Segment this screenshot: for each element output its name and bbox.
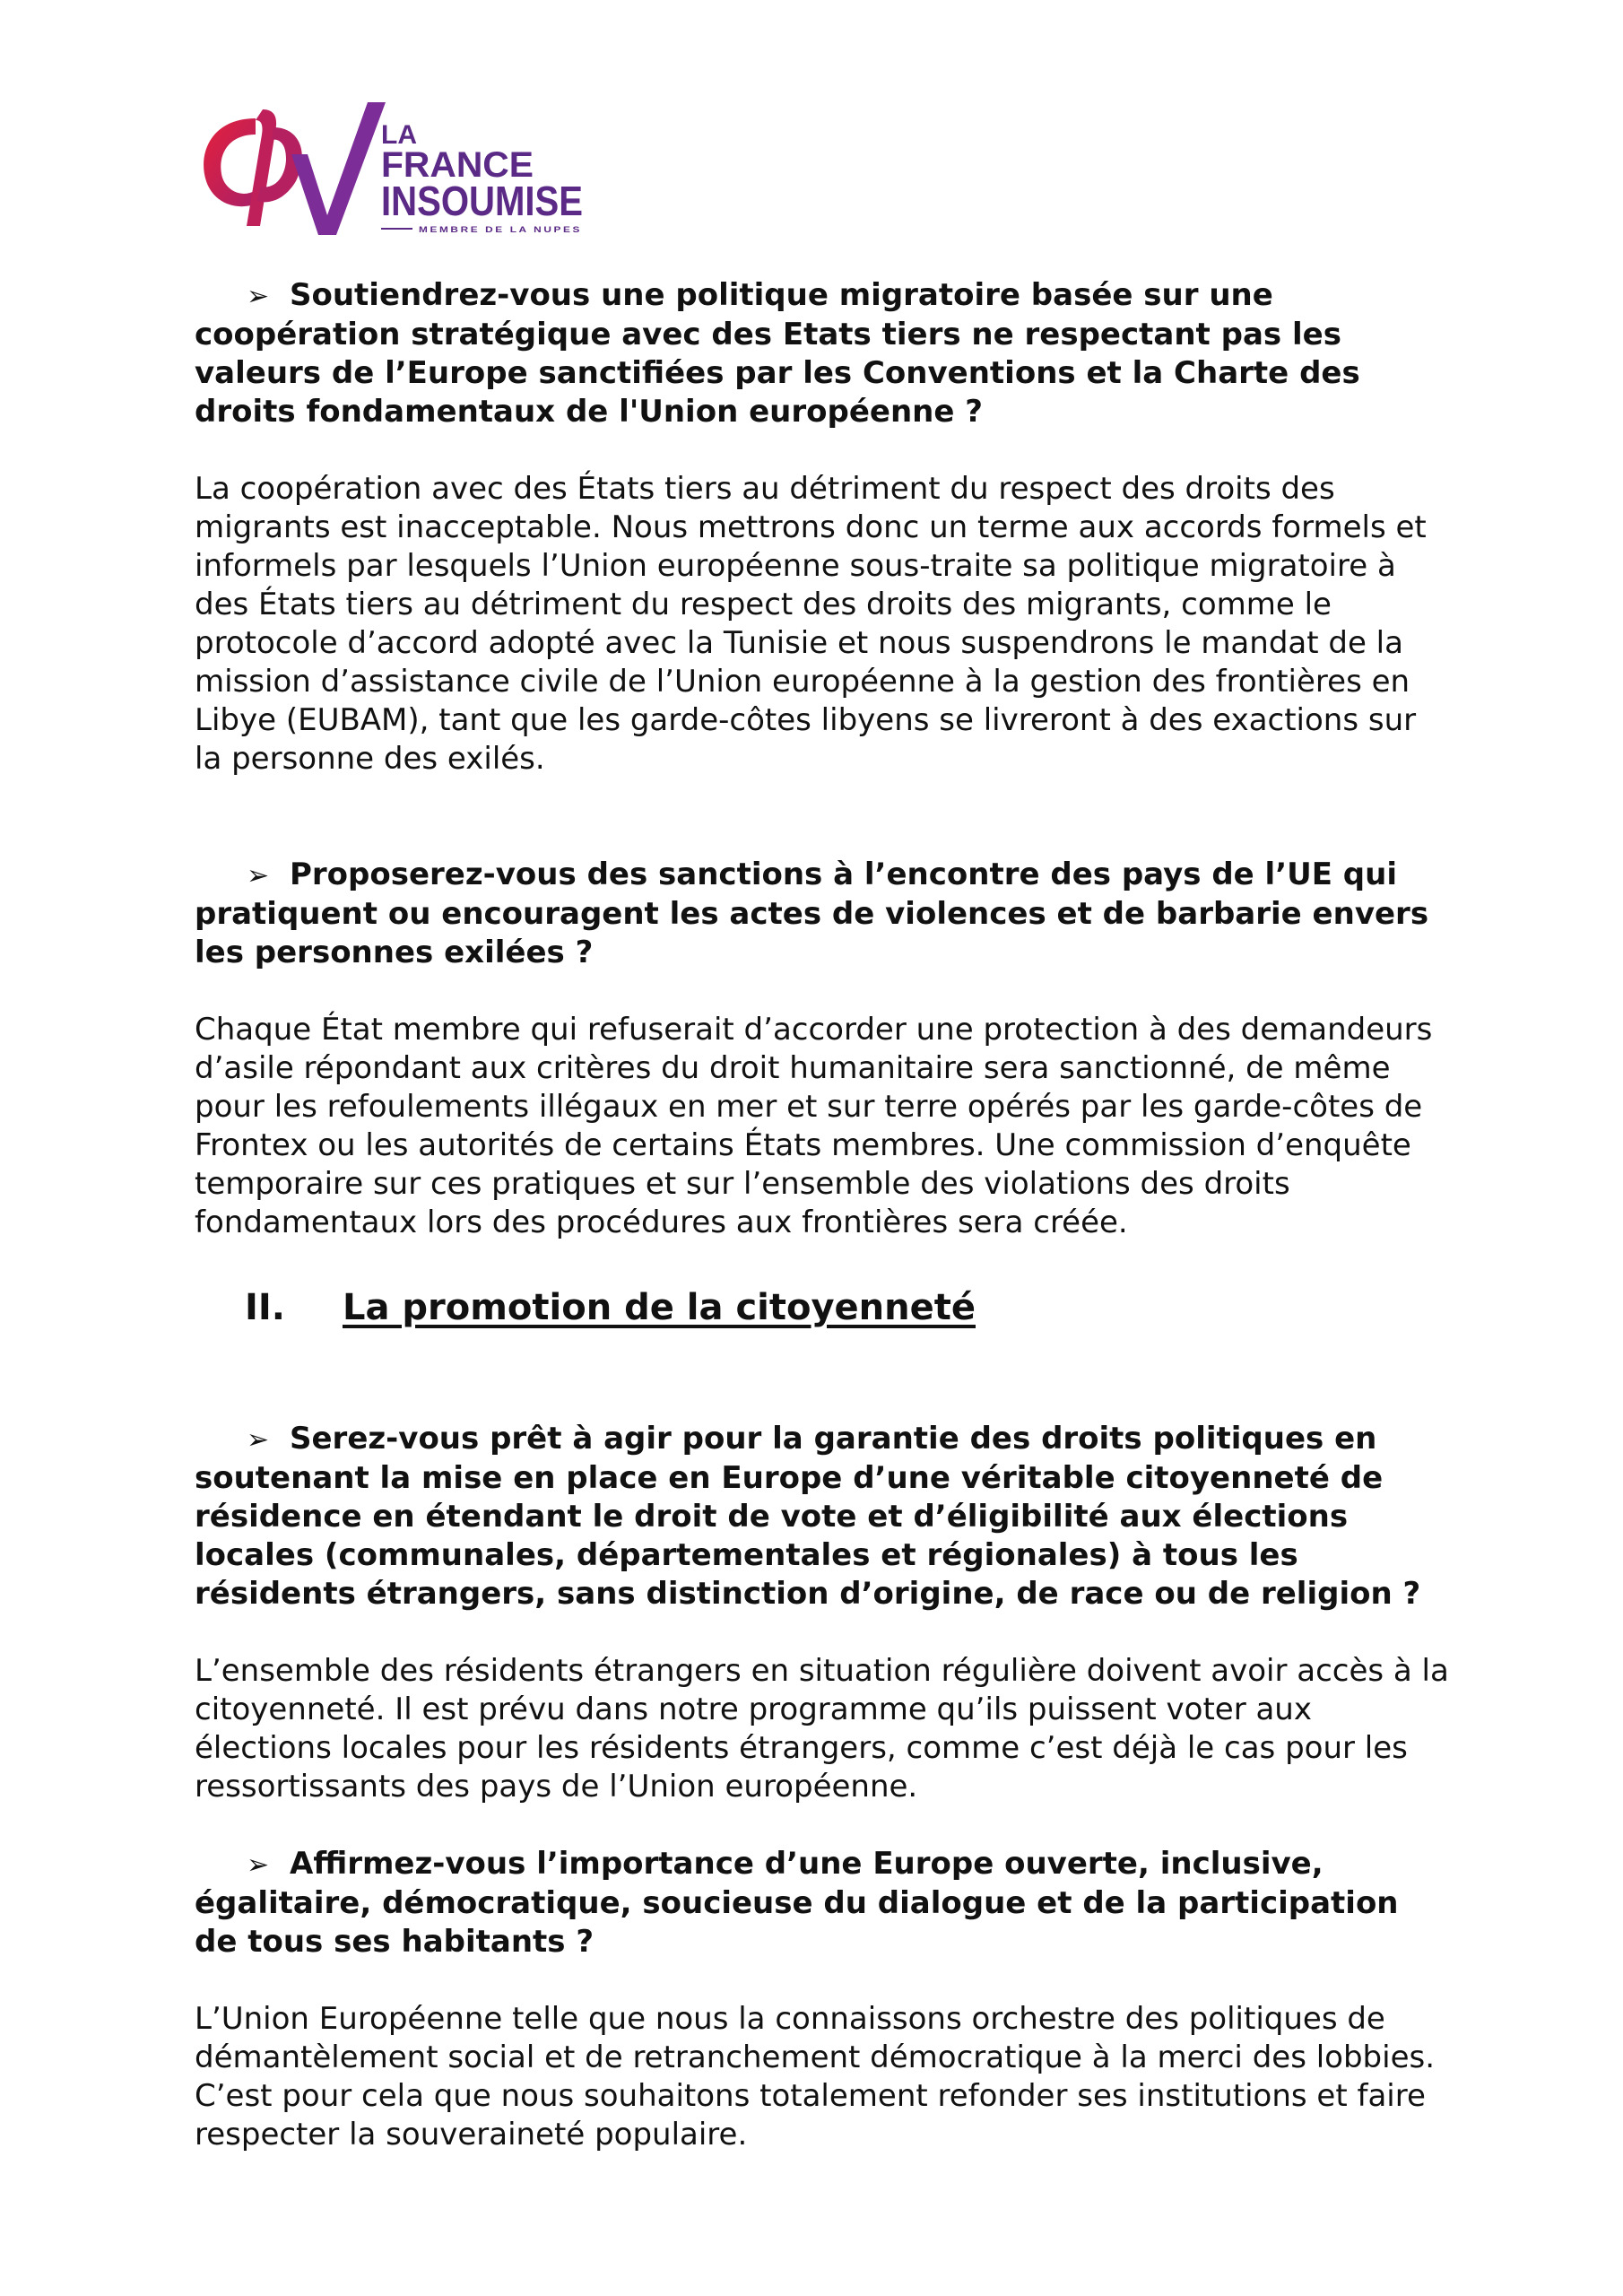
answer-2: Chaque État membre qui refuserait d’accorder une protection à des demandeurs d’asile répondant aux critères du droit humanitaire sera sanctionné, de même pour les refoulements illégaux en mer et sur terre opérés par les garde-côtes de Frontex ou les autorités de certains États membres. Une commission d’enquête temporaire sur ces pratiques et sur l’ensemble des violations des droits fondamentaux lors des procédures aux frontières sera créée. — [195, 1012, 1433, 1240]
answer-1: La coopération avec des États tiers au détriment du respect des droits des migrants est inacceptable. Nous mettrons donc un terme aux accords formels et informels par lesquels l’Union européenne sous-traite sa politique migratoire à des États tiers au détriment du respect des droits des migrants, comme le protocole d’accord adopté avec la Tunisie et nous suspendrons le mandat de la mission d’assistance civile de l’Union européenne à la gestion des frontières en Libye (EUBAM), tant que les garde-côtes libyens se livreront à des exactions sur la personne des exilés. — [195, 471, 1427, 777]
section-title: La promotion de la citoyenneté — [343, 1287, 976, 1328]
arrow-bullet-icon: ➢ — [247, 860, 270, 891]
checkmark-icon — [291, 102, 386, 235]
logo-line-1: LA — [381, 120, 417, 150]
question-3 — [195, 1420, 1450, 1613]
la-france-insoumise-logo — [193, 100, 587, 235]
question-2-text: Proposerez-vous des sanctions à l’encontre des pays de l’UE qui pratiquent ou encouragent les actes de violences et de barbarie envers les personnes exilées ? — [195, 857, 1429, 970]
logo-line-2: FRANCE — [381, 145, 534, 185]
logo-subtitle: MEMBRE DE LA NUPES — [419, 225, 582, 234]
question-4-text: Affirmez-vous l’importance d’une Europe ouverte, inclusive, égalitaire, démocratique, soucieuse du dialogue et de la participation de tous ses habitants ? — [195, 1846, 1399, 1960]
logo-line-3: INSOUMISE — [381, 178, 583, 224]
section-number: II. — [245, 1287, 285, 1328]
question-4 — [195, 1845, 1450, 1961]
arrow-bullet-icon: ➢ — [247, 1424, 270, 1456]
arrow-bullet-icon: ➢ — [247, 1849, 270, 1881]
question-3-text: Serez-vous prêt à agir pour la garantie des droits politiques en soutenant la mise en place en Europe d’une véritable citoyenneté de résidence en étendant le droit de vote et d’éligibilité aux élections locales (communales, départementales et régionales) à tous les résidents étrangers, sans distinction d’origine, de race ou de religion ? — [195, 1421, 1421, 1612]
question-1 — [195, 276, 1450, 431]
section-heading — [195, 1285, 1450, 1330]
arrow-bullet-icon: ➢ — [247, 281, 270, 312]
question-2 — [195, 856, 1450, 972]
answer-4: L’Union Européenne telle que nous la connaissons orchestre des politiques de démantèlement social et de retranchement démocratique à la merci des lobbies. C’est pour cela que nous souhaitons totalement refonder ses institutions et faire respecter la souveraineté populaire. — [195, 2001, 1436, 2152]
document-body — [195, 276, 1450, 2154]
answer-3: L’ensemble des résidents étrangers en situation régulière doivent avoir accès à la citoyenneté. Il est prévu dans notre programme qu’ils puissent voter aux élections locales pour les résidents étrangers, comme c’est déjà le cas pour les ressortissants des pays de l’Union européenne. — [195, 1653, 1449, 1805]
question-1-text: Soutiendrez-vous une politique migratoire basée sur une coopération stratégique avec des Etats tiers ne respectant pas les valeurs de l’Europe sanctifiées par les Conventions et la Charte des droits fondamentaux de l'Union européenne ? — [195, 277, 1360, 430]
